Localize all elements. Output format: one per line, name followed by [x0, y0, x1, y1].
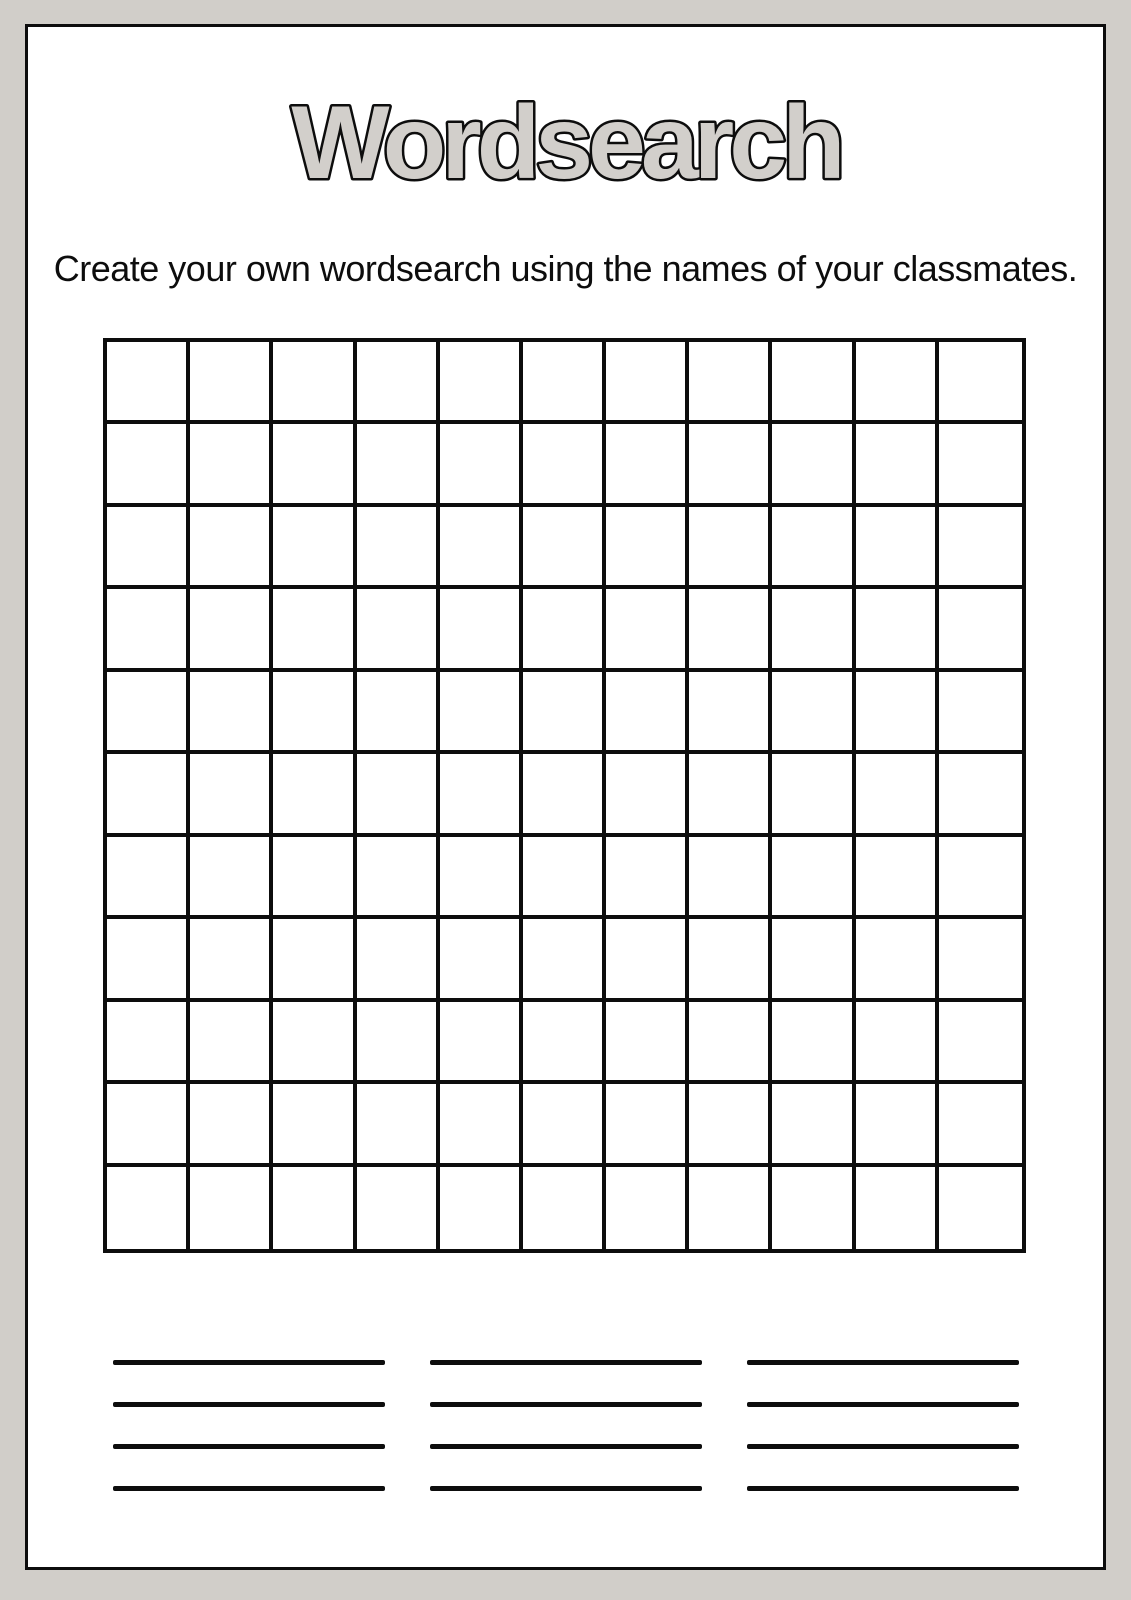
grid-cell	[689, 589, 772, 671]
grid-cell	[606, 672, 689, 754]
grid-cell	[107, 754, 190, 836]
grid-cell	[689, 754, 772, 836]
grid-cell	[357, 589, 440, 671]
grid-cell	[939, 919, 1022, 1001]
grid-cell	[523, 1002, 606, 1084]
grid-cell	[440, 589, 523, 671]
title-wrap	[28, 83, 1103, 215]
page-title: Wordsearch	[290, 85, 841, 201]
grid-cell	[523, 672, 606, 754]
grid-cell	[523, 1167, 606, 1249]
grid-cell	[689, 507, 772, 589]
grid-cell	[939, 507, 1022, 589]
grid-cell	[606, 1167, 689, 1249]
grid-cell	[107, 919, 190, 1001]
grid-cell	[107, 507, 190, 589]
answer-lines-section	[113, 1360, 1019, 1491]
grid-cell	[772, 919, 855, 1001]
instruction-text: Create your own wordsearch using the names of your classmates.	[53, 248, 1078, 289]
grid-cell	[273, 1084, 356, 1166]
grid-cell	[856, 672, 939, 754]
grid-cell	[273, 1167, 356, 1249]
answer-line-column	[747, 1360, 1019, 1491]
grid-cell	[772, 754, 855, 836]
grid-cell	[273, 589, 356, 671]
grid-cell	[357, 754, 440, 836]
grid-cell	[357, 837, 440, 919]
answer-line	[430, 1402, 702, 1407]
grid-cell	[772, 342, 855, 424]
grid-cell	[939, 589, 1022, 671]
grid-cell	[856, 919, 939, 1001]
grid-cell	[107, 1167, 190, 1249]
grid-cell	[357, 672, 440, 754]
grid-cell	[606, 424, 689, 506]
grid-cell	[689, 424, 772, 506]
grid-cell	[606, 754, 689, 836]
grid-cell	[856, 1084, 939, 1166]
grid-cell	[357, 424, 440, 506]
grid-cell	[772, 507, 855, 589]
grid-cell	[440, 1167, 523, 1249]
grid-cell	[273, 754, 356, 836]
grid-cell	[273, 837, 356, 919]
grid-cell	[939, 1084, 1022, 1166]
grid-cell	[606, 507, 689, 589]
grid-cell	[856, 754, 939, 836]
grid-cell	[772, 1167, 855, 1249]
grid-cell	[107, 672, 190, 754]
grid-cell	[772, 1084, 855, 1166]
grid-cell	[273, 342, 356, 424]
answer-line-column	[113, 1360, 385, 1491]
grid-cell	[190, 754, 273, 836]
grid-cell	[689, 1084, 772, 1166]
grid-cell	[440, 507, 523, 589]
grid-cell	[772, 589, 855, 671]
grid-cell	[856, 589, 939, 671]
grid-cell	[440, 672, 523, 754]
grid-cell	[772, 837, 855, 919]
grid-cell	[190, 589, 273, 671]
grid-cell	[357, 507, 440, 589]
answer-line	[430, 1360, 702, 1365]
grid-cell	[939, 1002, 1022, 1084]
grid-cell	[523, 342, 606, 424]
grid-cell	[606, 837, 689, 919]
grid-cell	[273, 919, 356, 1001]
grid-cell	[856, 507, 939, 589]
grid-cell	[939, 754, 1022, 836]
grid-cell	[606, 1002, 689, 1084]
grid-cell	[689, 1002, 772, 1084]
grid-cell	[939, 424, 1022, 506]
title-art	[29, 83, 1103, 215]
grid-cell	[440, 754, 523, 836]
grid-cell	[523, 1084, 606, 1166]
answer-line	[113, 1360, 385, 1365]
grid-cell	[772, 1002, 855, 1084]
grid-cell	[939, 837, 1022, 919]
grid-cell	[357, 1167, 440, 1249]
grid-cell	[440, 1084, 523, 1166]
grid-cell	[273, 672, 356, 754]
answer-line	[747, 1402, 1019, 1407]
answer-line	[430, 1486, 702, 1491]
grid-cell	[190, 837, 273, 919]
grid-cell	[190, 342, 273, 424]
grid-cell	[357, 1084, 440, 1166]
answer-line	[747, 1486, 1019, 1491]
grid-cell	[939, 342, 1022, 424]
grid-cell	[689, 919, 772, 1001]
grid-cell	[689, 837, 772, 919]
answer-line	[113, 1444, 385, 1449]
wordsearch-grid	[103, 338, 1026, 1253]
grid-cell	[523, 507, 606, 589]
grid-cell	[440, 919, 523, 1001]
grid-cell	[190, 1084, 273, 1166]
grid-cell	[689, 672, 772, 754]
grid-cell	[523, 919, 606, 1001]
grid-cell	[357, 342, 440, 424]
grid-cell	[523, 837, 606, 919]
grid-cell	[523, 589, 606, 671]
answer-line	[113, 1402, 385, 1407]
grid-cell	[107, 589, 190, 671]
grid-cell	[606, 342, 689, 424]
grid-cell	[273, 424, 356, 506]
grid-cell	[606, 919, 689, 1001]
grid-cell	[523, 754, 606, 836]
grid-cell	[939, 672, 1022, 754]
grid-cell	[190, 1167, 273, 1249]
grid-cell	[856, 424, 939, 506]
grid-cell	[273, 1002, 356, 1084]
grid-cell	[107, 837, 190, 919]
answer-line	[430, 1444, 702, 1449]
grid-cell	[689, 1167, 772, 1249]
grid-cell	[107, 1084, 190, 1166]
grid-cell	[190, 424, 273, 506]
answer-line	[747, 1360, 1019, 1365]
grid-cell	[856, 837, 939, 919]
grid-cell	[856, 342, 939, 424]
grid-cell	[856, 1002, 939, 1084]
grid-cell	[772, 672, 855, 754]
grid-cell	[772, 424, 855, 506]
grid-cell	[190, 672, 273, 754]
grid-cell	[273, 507, 356, 589]
grid-cell	[190, 1002, 273, 1084]
grid-cell	[190, 919, 273, 1001]
answer-line-column	[430, 1360, 702, 1491]
grid-cell	[440, 837, 523, 919]
grid-cell	[606, 589, 689, 671]
worksheet-page	[25, 24, 1106, 1570]
answer-line	[113, 1486, 385, 1491]
grid-cell	[523, 424, 606, 506]
grid-cell	[856, 1167, 939, 1249]
grid-cell	[107, 424, 190, 506]
grid-cell	[606, 1084, 689, 1166]
grid-cell	[357, 919, 440, 1001]
answer-line	[747, 1444, 1019, 1449]
grid-cell	[689, 342, 772, 424]
grid-cell	[440, 424, 523, 506]
grid-cell	[107, 1002, 190, 1084]
grid-cell	[440, 1002, 523, 1084]
grid-cell	[357, 1002, 440, 1084]
grid-cell	[190, 507, 273, 589]
grid-cell	[440, 342, 523, 424]
grid-cell	[939, 1167, 1022, 1249]
grid-cell	[107, 342, 190, 424]
